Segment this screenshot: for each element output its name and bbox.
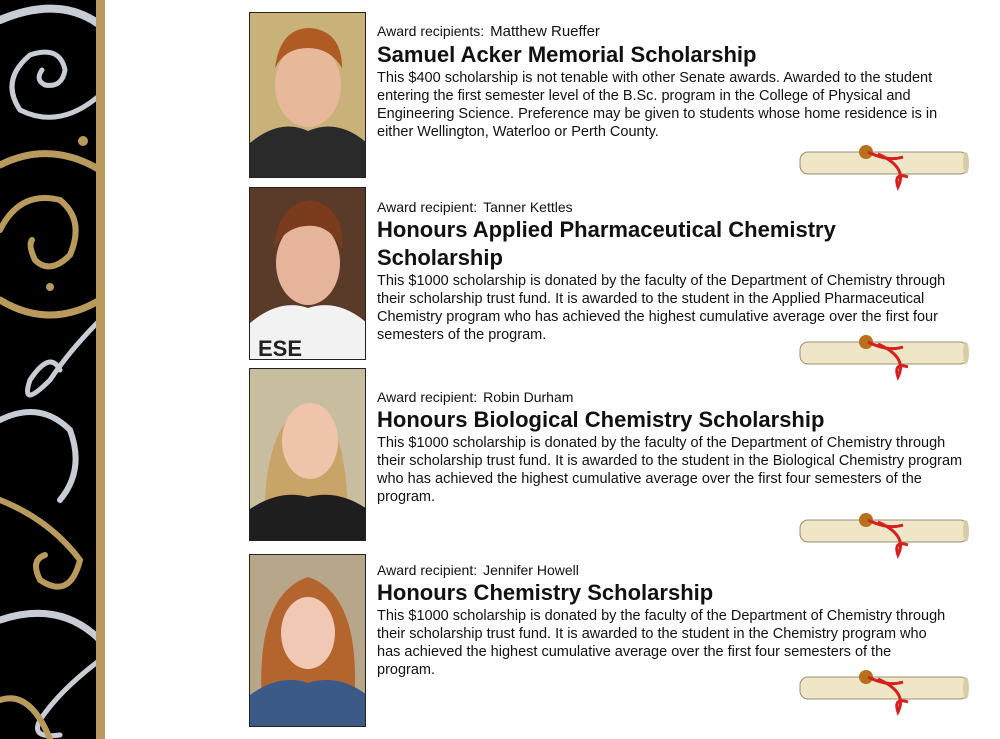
recipient-label-text: Award recipient:	[377, 199, 478, 215]
award-title: Samuel Acker Memorial Scholarship	[377, 42, 757, 67]
recipient-label-text: Award recipient:	[377, 389, 478, 405]
award-entry	[377, 388, 977, 506]
award-recipient-label	[377, 198, 977, 216]
recipient-name: Jennifer Howell	[483, 562, 579, 578]
award-description: This $1000 scholarship is donated by the faculty of the Department of Chemistry through their scholarship trust fund. It is awarded to the student in the Chemistry program who has achieved the highest cumulative average over the first four semesters of the program.	[377, 608, 946, 678]
recipient-photo	[249, 12, 366, 178]
award-description: This $1000 scholarship is donated by the faculty of the Department of Chemistry through their scholarship trust fund. It is awarded to the student in the Applied Pharmaceutical Chemistry program who has achieved the highest cumulative average over the first four semesters of the program.	[377, 273, 946, 343]
gold-border-stripe	[96, 0, 105, 739]
recipient-label-text: Award recipient:	[377, 562, 478, 578]
recipient-name: Matthew Rueffer	[490, 23, 600, 40]
award-recipient-label	[377, 561, 977, 579]
diploma-scroll-icon	[798, 667, 970, 717]
diploma-scroll-icon	[798, 510, 970, 560]
recipient-label-text: Award recipients:	[377, 23, 485, 39]
recipient-photo	[249, 187, 366, 360]
svg-text:ESE: ESE	[258, 336, 303, 360]
recipient-photo	[249, 368, 366, 541]
award-title: Honours Applied Pharmaceutical Chemistry Scholarship	[377, 217, 836, 270]
award-description: This $1000 scholarship is donated by the faculty of the Department of Chemistry through their scholarship trust fund. It is awarded to the student in the Biological Chemistry program who has achieved the highest cumulative average over the first four semesters of the program.	[377, 435, 963, 505]
diploma-scroll-icon	[798, 332, 970, 382]
award-entry	[377, 561, 977, 679]
swirl-pattern-icon	[0, 0, 96, 739]
award-title: Honours Chemistry Scholarship	[377, 580, 714, 605]
award-entry	[377, 198, 977, 344]
award-recipient-label	[377, 388, 977, 406]
recipient-name: Robin Durham	[483, 389, 574, 405]
recipient-photo	[249, 554, 366, 727]
award-description: This $400 scholarship is not tenable with other Senate awards. Awarded to the student entering the first semester level of the B.Sc. program in the College of Physical and Engineering Science. Preference may be given to students whose home residence is in either Wellington, Waterloo or Perth County.	[377, 70, 938, 140]
award-title: Honours Biological Chemistry Scholarship	[377, 407, 825, 432]
recipient-name: Tanner Kettles	[483, 199, 573, 215]
decorative-swirl-border	[0, 0, 96, 739]
award-recipient-label	[377, 22, 977, 41]
award-entry	[377, 22, 977, 141]
diploma-scroll-icon	[798, 142, 970, 192]
